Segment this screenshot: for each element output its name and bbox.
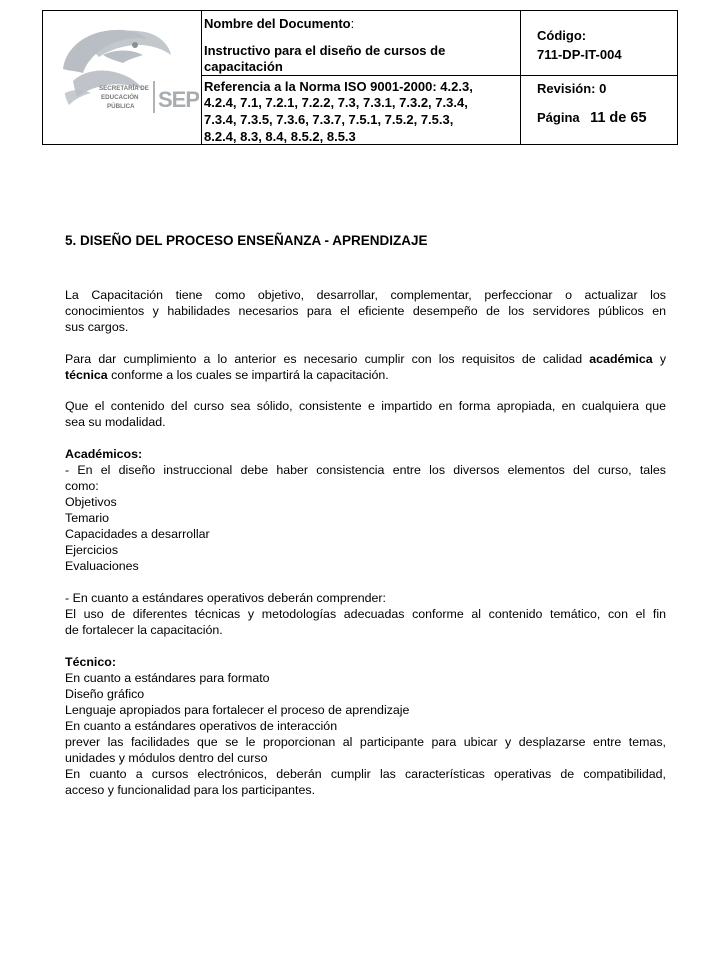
document-name-label: Nombre del Documento: [204,16,355,31]
paragraph-content-quality: Que el contenido del curso sea sólido, consistente e impartido en forma apropiada, en cualquiera que sea su modalidad. [65,399,666,429]
document-title-line-1: Instructivo para el diseño de cursos de [204,43,446,58]
academic-title: Académicos: [65,447,143,461]
document-header-table [42,10,678,145]
logo-cell [43,11,202,144]
code-cell [520,11,677,76]
list-item: Ejercicios [65,543,119,557]
operational-standards: - En cuanto a estándares operativos deberán comprender: El uso de diferentes técnicas y metodologías adecuadas conforme al contenido temático, con el fin de fortalecer la capacitación. [65,591,666,637]
norm-reference-line-1: Referencia a la Norma ISO 9001-2000: 4.2.3, [204,79,473,94]
list-item: Capacidades a desarrollar [65,527,210,541]
technical-section: Técnico: En cuanto a estándares para formato Diseño gráfico Lenguaje apropiados para fortalecer el proceso de aprendizaje En cuanto a estándares operativos de interacción prever las facilidades que se le proporcionan al participante para ubicar y desplazarse entre temas, unidades y módulos dentro del curso En cuanto a cursos electrónicos, deberán cumplir las características operativas de compatibilidad, acceso y funcionalidad para los participantes. [65,655,666,797]
svg-text:SEP: SEP [158,87,199,112]
sep-logo-icon [43,11,199,144]
document-control-cell [520,11,677,144]
technical-title: Técnico: [65,655,116,669]
norm-reference-line-2: 4.2.4, 7.1, 7.2.1, 7.2.2, 7.3, 7.3.1, 7.3.2, 7.3.4, [204,95,468,110]
list-item: Evaluaciones [65,559,139,573]
svg-text:SECRETARÍA DE: SECRETARÍA DE [99,85,149,92]
norm-reference-line-3: 7.3.4, 7.3.5, 7.3.6, 7.3.7, 7.5.1, 7.5.2, 7.5.3, [204,112,454,127]
paragraph-objective: La Capacitación tiene como objetivo, desarrollar, complementar, perfeccionar o actualizar los conocimientos y habilidades necesarios para el eficiente desempeño de los servidores públicos en sus cargos. [65,288,666,334]
section-title: 5. DISEÑO DEL PROCESO ENSEÑANZA - APRENDIZAJE [65,233,428,248]
document-info-cell [201,11,521,144]
svg-text:PÚBLICA: PÚBLICA [107,103,135,110]
revision-label: Revisión: 0 [537,81,607,96]
svg-text:EDUCACIÓN: EDUCACIÓN [101,94,139,101]
academic-section: Académicos: - En el diseño instruccional debe haber consistencia entre los diversos elementos del curso, tales como: Objetivos Temario Capacidades a desarrollar Ejercicios Evaluaciones [65,447,666,573]
page-indicator: Página 11 de 65 [537,110,647,126]
norm-reference-line-4: 8.2.4, 8.3, 8.4, 8.5.2, 8.5.3 [204,129,356,144]
document-name-cell [201,11,520,76]
document-title-line-2: capacitación [204,59,283,74]
list-item: Objetivos [65,495,117,509]
code-value: 711-DP-IT-004 [537,47,622,62]
code-label: Código: [537,28,587,43]
list-item: Temario [65,511,110,525]
paragraph-requirements: Para dar cumplimiento a lo anterior es necesario cumplir con los requisitos de calidad académica y técnica conforme a los cuales se impartirá la capacitación. [65,352,667,382]
